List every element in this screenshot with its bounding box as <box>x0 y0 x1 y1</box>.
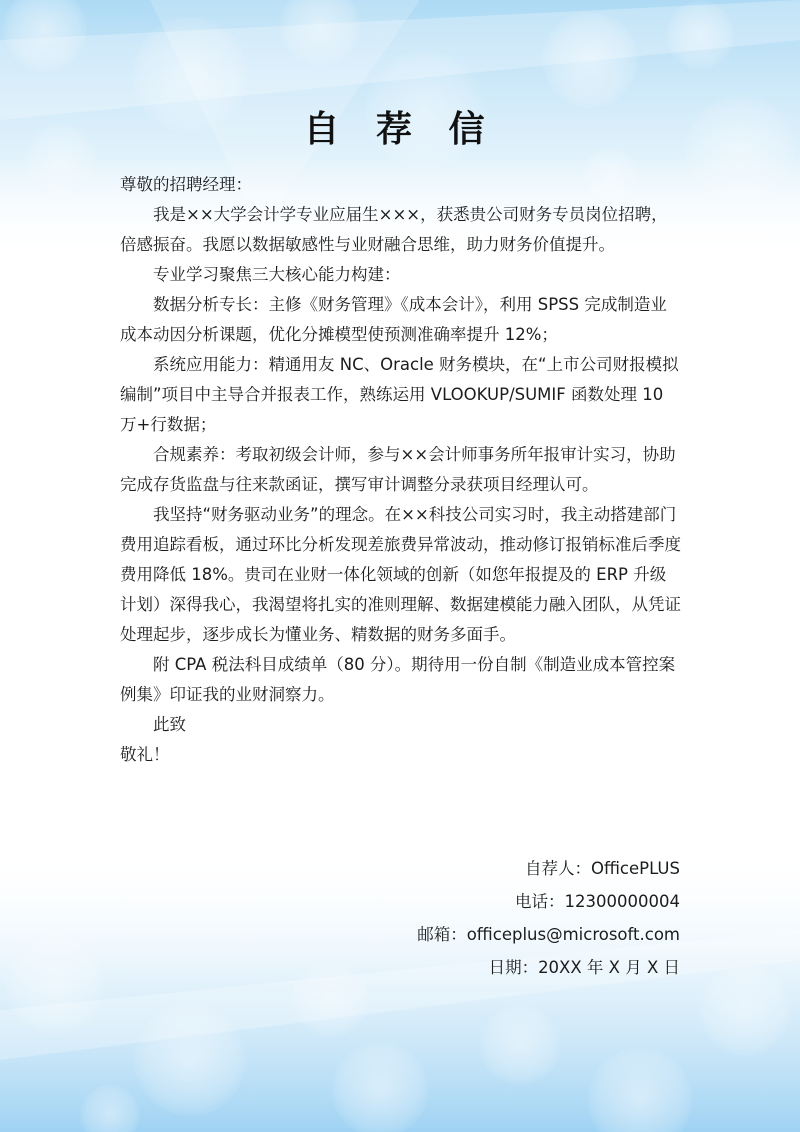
author-name: OfficePLUS <box>590 859 680 878</box>
signature-block <box>380 852 680 984</box>
signature-email <box>380 918 680 951</box>
letter-title: 自 荐 信 <box>303 109 497 150</box>
paragraph-system-application: 系统应用能力：精通用友 NC、Oracle 财务模块，在“上市公司财报模拟编制”项目中主导合并报表工作，熟练运用 VLOOKUP/SUMIF 函数处理 10 万+行数据； <box>120 355 679 434</box>
date-value: 20XX 年 X 月 X 日 <box>538 958 680 977</box>
email-address: officeplus@microsoft.com <box>466 925 680 944</box>
signature-author <box>380 852 680 885</box>
paragraph-attachment: 附 CPA 税法科目成绩单（80 分）。期待用一份自制《制造业成本管控案例集》印证我的业财洞察力。 <box>120 655 676 704</box>
signature-phone <box>380 885 680 918</box>
phone-label: 电话： <box>515 892 565 911</box>
paragraph-skills-heading: 专业学习聚焦三大核心能力构建： <box>153 265 401 284</box>
paragraph-data-analysis: 数据分析专长：主修《财务管理》《成本会计》，利用 SPSS 完成制造业成本动因分析课题，优化分摊模型使预测准确率提升 12%； <box>120 295 667 344</box>
email-label: 邮箱： <box>417 925 467 944</box>
paragraph-philosophy: 我坚持“财务驱动业务”的理念。在××科技公司实习时，我主动搭建部门费用追踪看板，通过环比分析发现差旅费异常波动，推动修订报销标准后季度费用降低 18%。贵司在业财一体化领域的创新（如您年报提及的 ERP 升级计划）深得我心，我渴望将扎实的准则理解、数据建模能力融入团队，从凭证处理起步，逐步成长为懂业务、精数据的财务多面手。 <box>120 505 681 644</box>
paragraph-intro: 我是××大学会计学专业应届生×××，获悉贵公司财务专员岗位招聘，倍感振奋。我愿以数据敏感性与业财融合思维，助力财务价值提升。 <box>120 205 668 254</box>
closing-salute: 敬礼！ <box>120 745 170 764</box>
date-label: 日期： <box>488 958 539 977</box>
phone-number: 12300000004 <box>564 892 680 911</box>
author-label: 自荐人： <box>524 859 591 878</box>
paragraph-compliance: 合规素养：考取初级会计师，参与××会计师事务所年报审计实习，协助完成存货监盘与往来款函证，撰写审计调整分录获项目经理认可。 <box>120 445 676 494</box>
letter-body <box>120 170 682 770</box>
salutation: 尊敬的招聘经理： <box>120 175 252 194</box>
signature-date <box>380 951 680 984</box>
closing-phrase: 此致 <box>153 715 186 734</box>
